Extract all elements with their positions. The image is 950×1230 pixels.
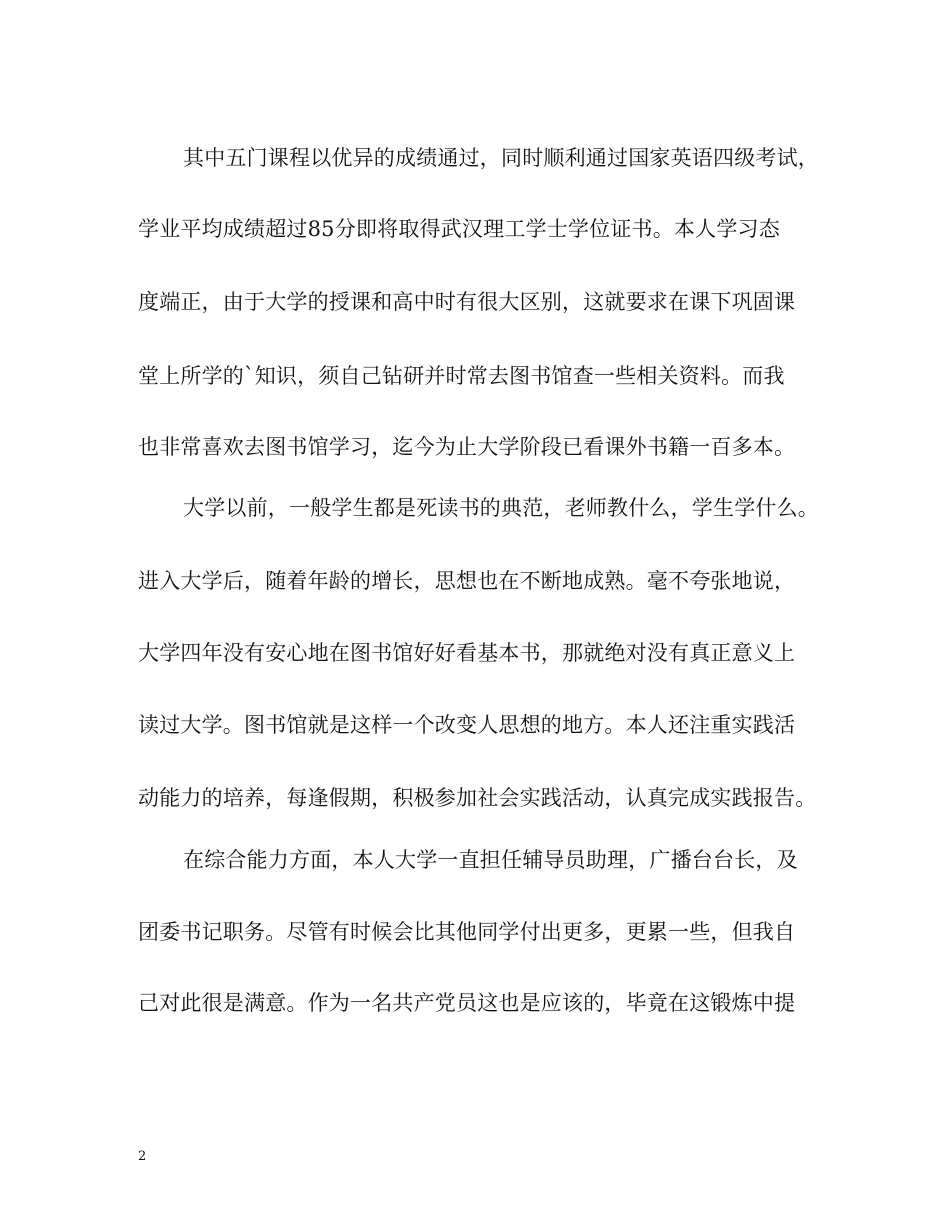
paragraph-line: 动能力的培养，每逢假期，积极参加社会实践活动，认真完成实践报告。 — [138, 786, 817, 810]
paragraph-line: 大学以前，一般学生都是死读书的典范，老师教什么，学生学什么。 — [183, 496, 819, 520]
paragraph-line: 大学四年没有安心地在图书馆好好看基本书，那就绝对没有真正意义上 — [138, 641, 796, 665]
paragraph-line: 度端正，由于大学的授课和高中时有很大区别，这就要求在课下巩固课 — [138, 290, 796, 314]
paragraph-line: 己对此很是满意。作为一名共产党员这也是应该的，毕竟在这锻炼中提 — [138, 991, 796, 1015]
paragraph-line: 学业平均成绩超过85分即将取得武汉理工学士学位证书。本人学习态 — [138, 217, 780, 241]
paragraph-line: 在综合能力方面，本人大学一直担任辅导员助理，广播台台长，及 — [183, 848, 798, 872]
paragraph-line: 也非常喜欢去图书馆学习，迄今为止大学阶段已看课外书籍一百多本。 — [138, 435, 796, 459]
paragraph-line: 其中五门课程以优异的成绩通过，同时顺利通过国家英语四级考试， — [183, 146, 819, 170]
paragraph-line: 堂上所学的`知识，须自己钻研并时常去图书馆查一些相关资料。而我 — [138, 364, 785, 388]
page-number: 2 — [138, 1149, 147, 1164]
paragraph-line: 进入大学后，随着年龄的增长，思想也在不断地成熟。毫不夸张地说， — [138, 569, 796, 593]
paragraph-line: 团委书记职务。尽管有时候会比其他同学付出更多，更累一些，但我自 — [138, 920, 796, 944]
paragraph-line: 读过大学。图书馆就是这样一个改变人思想的地方。本人还注重实践活 — [138, 713, 796, 737]
